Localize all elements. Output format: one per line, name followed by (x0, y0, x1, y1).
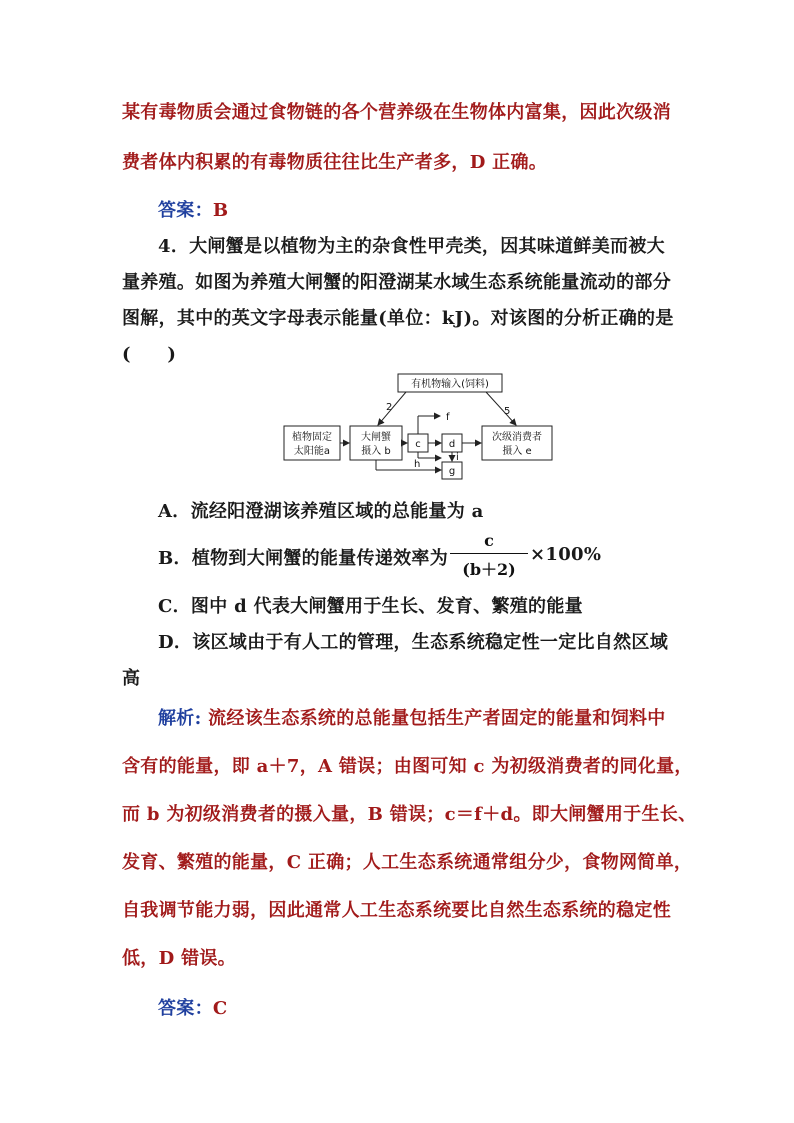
question-line-4: ( ) (122, 344, 177, 365)
c-label: c (415, 439, 421, 450)
prev-answer-label: 答案： (158, 200, 213, 221)
crab-label-2: 摄入 b (361, 446, 391, 457)
analysis-label: 解析: (158, 708, 202, 729)
option-a: A．流经阳澄湖该养殖区域的总能量为 a (158, 501, 484, 522)
prev-answer-value: B (212, 200, 229, 221)
g-label: g (448, 466, 456, 477)
fraction-bar (450, 553, 528, 554)
prev-explanation-line-2: 费者体内积累的有毒物质往往比生产者多，D 正确。 (122, 152, 548, 173)
option-b-suffix: ×100% (530, 544, 602, 565)
h-label: h (414, 459, 421, 470)
crab-label-1: 大闸蟹 (361, 432, 391, 443)
option-d-line-2: 高 (122, 668, 141, 689)
option-c: C．图中 d 代表大闸蟹用于生长、发育、繁殖的能量 (158, 596, 583, 617)
option-b-prefix: B．植物到大闸蟹的能量传递效率为 (158, 548, 449, 569)
plant-label-2: 太阳能a (293, 446, 331, 457)
option-b-numerator: c (484, 531, 494, 550)
f-label: f (446, 412, 450, 423)
option-b-denominator: (b＋2) (462, 560, 516, 579)
prev-explanation-line-1: 某有毒物质会通过食物链的各个营养级在生物体内富集，因此次级消 (122, 102, 671, 123)
arrow-label-2: 2 (386, 402, 393, 413)
plant-label-1: 植物固定 (292, 432, 332, 443)
analysis-line-3: 而 b 为初级消费者的摄入量，B 错误；c＝f＋d。即大闸蟹用于生长、 (122, 804, 697, 825)
question-line-1: 4．大闸蟹是以植物为主的杂食性甲壳类，因其味道鲜美而被大 (158, 236, 665, 257)
energy-flow-diagram (280, 370, 570, 485)
analysis-line-2: 含有的能量，即 a＋7，A 错误；由图可知 c 为初级消费者的同化量， (122, 756, 693, 777)
arrow-label-5: 5 (504, 406, 511, 417)
answer (158, 994, 228, 1020)
answer-label: 答案： (158, 998, 213, 1019)
feed-label: 有机物输入(饲料) (411, 379, 489, 390)
analysis-line-4: 发育、繁殖的能量，C 正确；人工生态系统通常组分少，食物网简单， (122, 852, 693, 873)
analysis-line-6: 低，D 错误。 (122, 948, 236, 969)
option-b (158, 544, 448, 570)
analysis-line-1 (158, 704, 666, 730)
d-label: d (448, 439, 456, 450)
sec-label-1: 次级消费者 (492, 432, 542, 443)
question-line-3: 图解，其中的英文字母表示能量(单位：kJ)。对该图的分析正确的是 (122, 308, 674, 329)
prev-answer (158, 196, 228, 222)
analysis-text-1: 流经该生态系统的总能量包括生产者固定的能量和饲料中 (201, 708, 666, 729)
question-line-2: 量养殖。如图为养殖大闸蟹的阳澄湖某水域生态系统能量流动的部分 (122, 272, 671, 293)
sec-label-2: 摄入 e (502, 446, 532, 457)
option-d-line-1: D．该区域由于有人工的管理，生态系统稳定性一定比自然区域 (158, 632, 669, 653)
analysis-line-5: 自我调节能力弱，因此通常人工生态系统要比自然生态系统的稳定性 (122, 900, 671, 921)
i-label: i (456, 452, 459, 463)
answer-value: C (212, 998, 228, 1019)
